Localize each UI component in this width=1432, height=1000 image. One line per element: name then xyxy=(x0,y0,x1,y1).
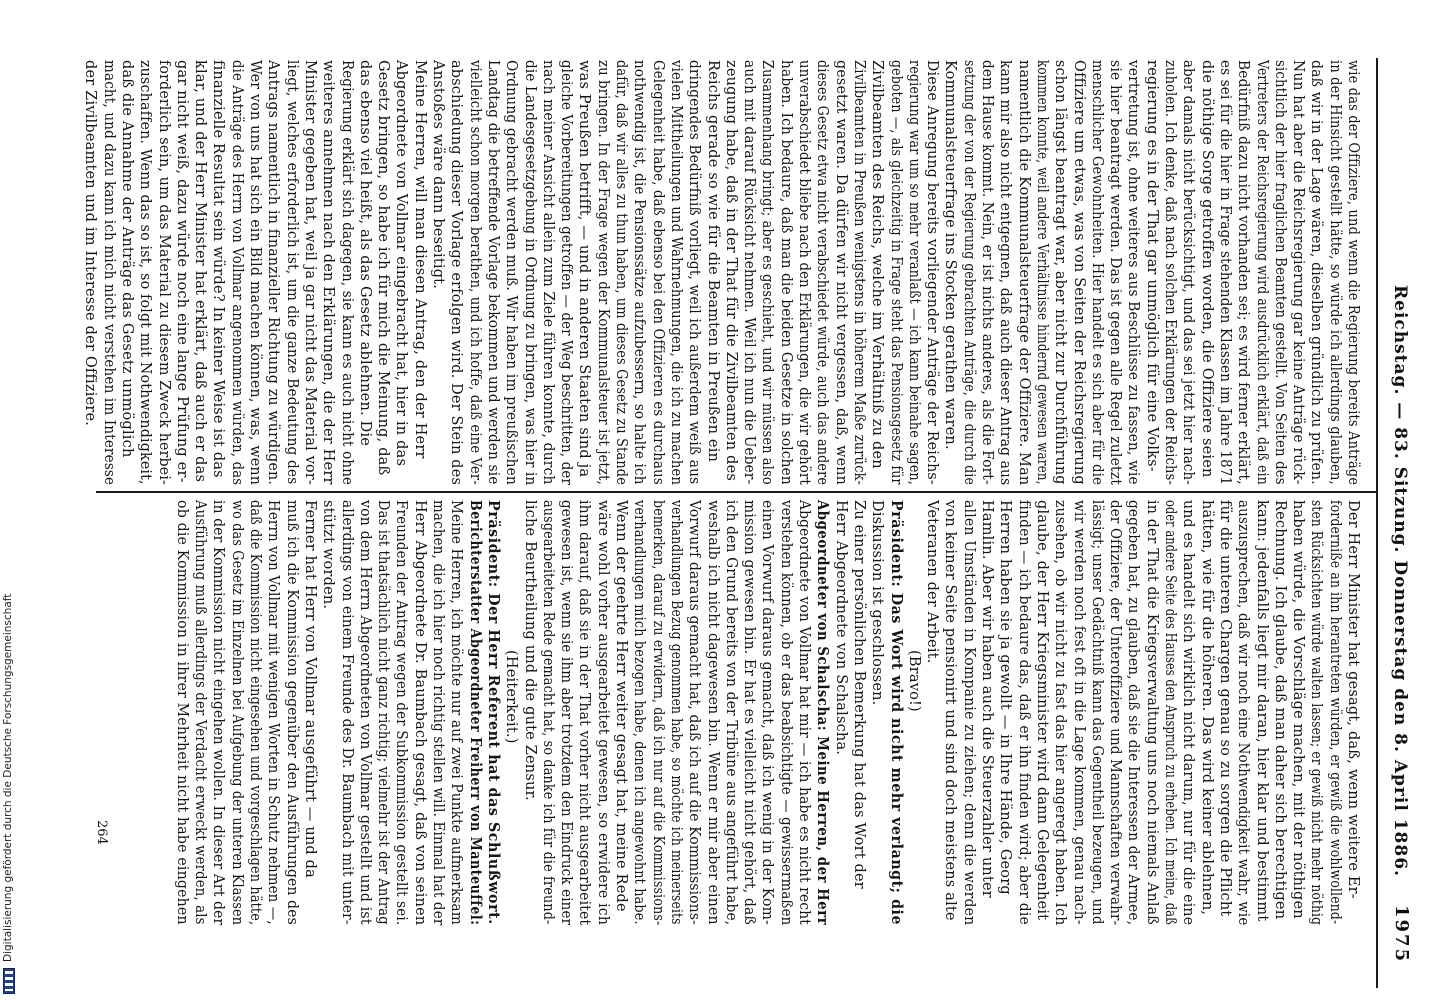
text-line: in der Kommission nicht eingehen wollen. In dieser Art der xyxy=(210,500,227,926)
text-line: daß die Annahme der Anträge das Gesetz unmöglich xyxy=(118,60,135,458)
text-line: sten Rücksichten würde walten lassen; er gewiß nicht mehr nöthig xyxy=(1308,500,1325,926)
text-line: Wer von uns hat sich ein Bild machen können, was, wenn xyxy=(247,60,263,486)
text-line: der Zivilbeamten und im Interesse der Offiziere. xyxy=(82,60,99,427)
text-line: und es handelt sich wirklich nicht darum, nur für die eine xyxy=(1180,500,1197,926)
text-line: Ausführung muß allerdings der Verdacht erweckt werden, als xyxy=(192,500,209,925)
text-line: Zusammenhang bringt; aber es geschieht, und wir müssen also xyxy=(759,60,776,485)
text-line: aber damals nicht berücksichtigt, und das sei jetzt hier nach- xyxy=(1180,60,1197,485)
text-line: nothwendig ist, die Pensionssätze aufzubessern, so halte ich xyxy=(631,60,648,485)
text-line: die Anträge des Herrn von Vollmar angenommen würden, das xyxy=(228,60,245,486)
text-line: liche Beurtheilung und die gute Zensur. xyxy=(521,500,538,801)
text-line: stützt worden. xyxy=(320,500,337,610)
text-line: von dem Herrn Abgeordneten von Vollmar gestellt und ist xyxy=(356,500,373,925)
text-line: (Heiterkeit.) xyxy=(503,650,520,744)
text-line: der Offiziere, der Unteroffiziere und Mannschaften verwahr- xyxy=(1107,500,1124,926)
text-line: Der Herr Minister hat gesagt, daß, wenn weitere Er- xyxy=(1345,500,1361,899)
text-line: Veteranen der Arbeit. xyxy=(924,500,941,664)
text-line: Gesetz bringen, so habe ich für mich die Meinung, daß xyxy=(375,60,392,476)
text-line: Reichs gerade so wie für die Beamten in Preußen ein xyxy=(704,60,721,463)
text-line: Antrags namentlich in finanzieller Richtung zu würdigen. xyxy=(265,60,282,486)
text-line: weshalb ich nicht dagewesen bin. Wenn er mir aber einen xyxy=(704,500,721,925)
text-line: in der That die Kriegsverwaltung uns noch niemals Anlaß xyxy=(1143,500,1160,925)
text-line: gleiche Vorbereitungen getroffen — der Weg beschritten, der xyxy=(558,60,575,485)
text-line: Minister gegeben hat, weil ja gar nicht das Material vor- xyxy=(301,60,318,486)
text-line: geboten —, als gleichzeitig in Frage steht das Pensionsgesetz für xyxy=(887,60,904,485)
text-line: forderniße an ihn herantreten würden, er gewiß die wohlwollend- xyxy=(1326,500,1343,925)
text-line: Vertreters der Reichsregierung wird ausdrücklich erklärt, daß ein xyxy=(1253,60,1270,485)
text-line: wäre wohl vorher ausgearbeitet gewesen, so erwidere ich xyxy=(594,500,611,926)
text-line: abschiedung dieser Vorlage erfolgen wird. Der Stein des xyxy=(448,60,465,486)
text-line: finden — ich bedaure das, daß er ihn finden wird; aber die xyxy=(1015,500,1032,925)
digitization-notice: Digitalisierung gefördert durch die Deutsche Forschungsgemeinschaft xyxy=(2,593,14,962)
text-line: gesetzt waren. Da dürfen wir nicht vergessen, daß, wenn xyxy=(832,60,849,486)
text-line: auch mit darauf Rücksicht nehmen. Weil ich nun die Ueber- xyxy=(741,60,758,485)
text-line: glaube, der Herr Kriegsminister wird dann Gelegenheit xyxy=(1033,500,1050,921)
text-line: zu bringen. In der Frage wegen der Kommunalsteuer ist jetzt, xyxy=(594,60,611,485)
text-line: ob die Kommission in ihrer Mehrheit nicht habe eingehen xyxy=(173,500,190,925)
text-line: Kommunalsteuerfrage ins Stocken gerathen waren. xyxy=(942,60,959,450)
text-line: sichtlich der hier fraglichen Beamten gestellt. Von Seiten des xyxy=(1271,60,1288,485)
text-line: Regierung erklärt sich dagegen, sie kann es auch nicht ohne xyxy=(338,60,355,486)
text-line: ihm darauf, daß sie in der That vorher nicht ausgearbeitet xyxy=(576,500,593,926)
text-line: Herren haben sie ja gewollt — in Ihre Hände, Georg xyxy=(997,500,1014,895)
text-line: haben. Ich bedaure, daß man die beiden Gesetze in solchen xyxy=(777,60,794,485)
text-line: Abgeordneter von Schalscha: Meine Herren, der Herr xyxy=(814,500,832,926)
text-line: allen Umständen in Kompanie zu ziehen; denn die werden xyxy=(960,500,977,926)
text-line: dringendes Bedürfniß vorliegt, weil ich außerdem weiß aus xyxy=(686,60,703,485)
text-line: regierung es in der That gar unmöglich für eine Volks- xyxy=(1143,60,1160,472)
text-line: Herr Abgeordnete Dr. Baumbach gesagt, daß von seinen xyxy=(411,500,428,926)
text-line: Herrn von Vollmar mit wenigen Worten in Schutz nehmen —, xyxy=(265,500,282,925)
text-line: lässigt; unser Gedächtniß kann das Gegentheil bezeugen, und xyxy=(1088,500,1105,925)
text-line: oder andere Seite des Hauses den Anspruch zu erheben. Ich meine, daß xyxy=(1162,500,1178,925)
text-line: vertretung ist, ohne weiteres aus Beschlüsse zu fassen, wie xyxy=(1125,60,1142,485)
text-line: Offiziere um etwas, was von Seiten der Reichsregierung xyxy=(1070,60,1087,485)
text-line: verhandlungen mich bezogen habe, denen ich angewohnt habe. xyxy=(631,500,648,925)
text-line: finanzielle Resultat sein würde? In keiner Weise ist das xyxy=(210,60,227,478)
text-line: vielen Mittheilungen und Wahrnehmungen, die ich zu machen xyxy=(667,60,684,486)
text-line: wie das der Offiziere, und wenn die Regierung bereits Anträge xyxy=(1345,60,1361,486)
text-line: dafür, daß wir alles zu thun haben, um dieses Gesetz zu Stande xyxy=(613,60,629,485)
text-line: gegeben hat, zu glauben, daß sie die Interessen der Armee, xyxy=(1125,500,1142,926)
text-line: gewesen ist, wenn sie ihm aber trotzdem den Eindruck einer xyxy=(558,500,575,926)
text-line: von keiner Seite pensionirt und sind doch meistens alte xyxy=(942,500,959,921)
text-line: Ferner hat Herr von Vollmar ausgeführt — und da xyxy=(301,500,318,879)
text-line: Präsident: Das Wort wird nicht mehr verlangt; die xyxy=(887,500,905,926)
text-line: namentlich die Kommunalsteuerfrage der Offiziere. Man xyxy=(1015,60,1032,486)
text-line: klar, und der Herr Minister hat erklärt, daß auch er das xyxy=(192,60,209,483)
text-line: bemerken, darauf zu erwidern, daß ich nur auf die Kommissions- xyxy=(649,500,666,926)
text-line: daß wir in der Lage wären, dieselben gründlich zu prüfen. xyxy=(1308,60,1325,485)
sheet-mark: 264 xyxy=(94,820,109,845)
text-line: Meine Herren, will man diesen Antrag, den der Herr xyxy=(411,60,428,459)
text-line: Meine Herren, ich möchte nur auf zwei Punkte aufmerksam xyxy=(448,500,465,925)
text-line: allerdings von einem Freunde des Dr. Baumbach mit unter- xyxy=(338,500,355,925)
text-line: zuholen. Ich denke, daß nach solchen Erklärungen der Reichs- xyxy=(1162,60,1178,486)
text-line: für die unteren Chargen genau so zu sorgen die Pflicht xyxy=(1216,500,1233,917)
text-line: Landtag die betreffende Vorlage bekommen und werden sie xyxy=(484,60,501,485)
page-number: 1975 xyxy=(1391,905,1412,964)
text-line: ausgearbeiteten Rede gemacht hat, so danke ich für die freund- xyxy=(539,500,556,925)
text-line: was Preußen betrifft, — und in anderen Staaten sind ja xyxy=(576,60,593,478)
text-line: die nöthige Sorge getroffen worden, die Offiziere seien xyxy=(1198,60,1215,478)
text-line: zeugung habe, daß in der That für die Zivilbeamten des xyxy=(722,60,739,482)
text-line: Diskussion ist geschlossen. xyxy=(869,500,886,706)
text-line: Diese Anregung bereits vorliegender Anträge der Reichs- xyxy=(924,60,941,485)
text-line: ich den Grund bereits von der Tribüne aus angeführt habe, xyxy=(722,500,739,926)
text-line: setzung der von der Regierung gebrachten Anträge, die durch die xyxy=(960,60,977,485)
text-line: zusehen, ob wir nicht zu fast das hier angeregt haben. Ich xyxy=(1052,500,1069,926)
text-line: auszusprechen, daß wir noch eine Nothwendigkeit wahr, wie xyxy=(1235,500,1252,926)
header-rule xyxy=(1376,58,1378,988)
text-line: kommen konnte, weil andere Verhältnisse hindernd gewesen waren, xyxy=(1033,60,1050,485)
text-line: menschlicher Gewohnheiten. Hier handelt es sich aber für die xyxy=(1088,60,1105,486)
text-line: Bedürfniß dazu nicht vorhanden sei; es wird ferner erklärt, xyxy=(1235,60,1252,485)
text-line: haben würde, die Vorschläge machen, mit der nöthigen xyxy=(1290,500,1307,919)
running-header xyxy=(1391,285,1408,877)
text-line: Zu einer persönlichen Bemerkung hat das Wort der xyxy=(850,500,867,889)
text-line: Abgeordnete von Vollmar hat mir — ich habe es nicht recht xyxy=(796,500,812,925)
text-line: mission gewesen bin. Er hat es vielleicht nicht gehört, daß xyxy=(741,500,758,925)
text-line: Präsident: Der Herr Referent hat das Schlußwort. xyxy=(484,500,502,925)
text-line: es sei für die hier in Frage stehenden Klassen im Jahre 1871 xyxy=(1216,60,1233,486)
text-line: in der Hinsicht gestellt hätte, so würde ich allerdings glauben, xyxy=(1326,60,1343,485)
text-line: Hamlin. Aber wir haben auch die Steuerzahler unter xyxy=(979,500,995,898)
text-line: regierung war um so mehr veranlaßt — ich kann beinahe sagen, xyxy=(905,60,922,486)
text-line: Gelegenheit habe, daß ebenso bei den Offizieren es durchaus xyxy=(649,60,666,485)
text-line: kann mir also nicht entgegnen, daß auch dieser Antrag aus xyxy=(997,60,1014,486)
text-line: verhandlungen Bezug genommen habe, so möchte ich meinerseits xyxy=(667,500,684,925)
text-line: Zivilbeamten in Preußen wenigstens in höherem Maße zurück- xyxy=(850,60,867,486)
dfg-logo-icon xyxy=(3,968,15,994)
text-line: gar nicht weiß, dazu würde noch eine lange Prüfung er- xyxy=(173,60,190,483)
text-line: Rechnung. Ich glaube, daß man daher sich berechtigen xyxy=(1271,500,1288,920)
text-line: Berichterstatter Abgeordneter Freiherr von Manteuffel: xyxy=(466,500,484,926)
text-line: machen, die ich hier noch richtig stellen will. Einmal hat der xyxy=(430,500,446,926)
text-line: dieses Gesetz etwa nicht verabschiedet würde, auch das andere xyxy=(814,60,831,486)
text-line: Das ist thatsächlich nicht ganz richtig; vielmehr ist der Antrag xyxy=(375,500,392,925)
text-line: liegt, welches erforderlich ist, um die ganze Bedeutung des xyxy=(283,60,300,485)
text-line: Vorwurf daraus gemacht hat, daß ich auf die Kommissions- xyxy=(686,500,703,926)
text-line: nach meiner Ansicht allein zum Ziele führen konnte, durch xyxy=(539,60,556,485)
text-line: Nun hat aber die Reichsregierung gar keine Anträge rück- xyxy=(1290,60,1307,485)
text-line: sie hier beantragt werden. Das ist gegen alle Regel zuletzt xyxy=(1107,60,1124,486)
header-title: Reichstag. — 83. Sitzung. Donnerstag den 8. April 1886. xyxy=(1390,285,1410,877)
text-line: Zivilbeamten des Reichs, welche im Verhältniß zu den xyxy=(869,60,886,469)
text-line: zuschaffen. Wenn das so ist, so folgt mit Nothwendigkeit, xyxy=(137,60,154,485)
text-line: forderlich sein, um das Material zu diesem Zweck herbei- xyxy=(155,60,172,486)
text-line: Anstoßes wäre dann beseitigt. xyxy=(430,60,446,290)
text-line: wir werden noch fest oft in die Lage kommen, genau nach- xyxy=(1070,500,1087,925)
text-line: muß ich die Kommission gegenüber den Ausführungen des xyxy=(283,500,300,925)
text-line: unverabschiedet bliebe nach den Erklärungen, die wir gehört xyxy=(796,60,812,486)
text-line: dem Hause kommt. Nein, er ist nichts anderes, als die Fort- xyxy=(979,60,995,485)
column-divider xyxy=(96,491,1376,493)
text-line: die Landesgesetzgebung in Ordnung zu bringen, was hier in xyxy=(521,60,538,486)
text-line: verstehen können, ob er das beabsichtigte — gewissermaßen xyxy=(777,500,794,926)
text-line: kann: jedenfalls liegt mir daran, hier klar und bestimmt xyxy=(1253,500,1270,922)
text-line: hätten, wie für die höheren. Das wird keiner ablehnen, xyxy=(1198,500,1215,916)
text-line: Herr Abgeordnete von Schalscha. xyxy=(832,500,849,756)
text-line: das ebenso viel heißt, als das Gesetz ablehnen. Die xyxy=(356,60,373,447)
text-line: Abgeordnete von Vollmar eingebracht hat, hier in das xyxy=(393,60,410,467)
text-line: Ordnung gebracht werden muß. Wir haben im preußischen xyxy=(503,60,520,486)
text-line: Freunden der Antrag wegen der Subkommission gestellt sei. xyxy=(393,500,410,926)
text-line: schon längst beantragt war, aber nicht zur Durchführung xyxy=(1052,60,1069,485)
text-line: einen Vorwurf daraus gemacht, daß ich wenig in der Kom- xyxy=(759,500,776,925)
text-line: macht, und dazu kann ich mich nicht verstehen im Interesse xyxy=(100,60,117,486)
text-line: daß die Kommission nicht eingesehen und vorgeschlagen hätte, xyxy=(247,500,263,926)
text-line: vielleicht schon morgen berathen, und ich hoffe, daß eine Ver- xyxy=(466,60,483,485)
text-line: wo das Gesetz im Einzelnen bei Aufgebung der unteren Klassen xyxy=(228,500,245,926)
text-line: weiteres annehmen nach den Erklärungen, die der Herr xyxy=(320,60,337,485)
text-line: (Bravo!) xyxy=(905,650,922,712)
text-line: Wenn der geehrte Herr weiter gesagt hat, meine Rede xyxy=(613,500,629,912)
